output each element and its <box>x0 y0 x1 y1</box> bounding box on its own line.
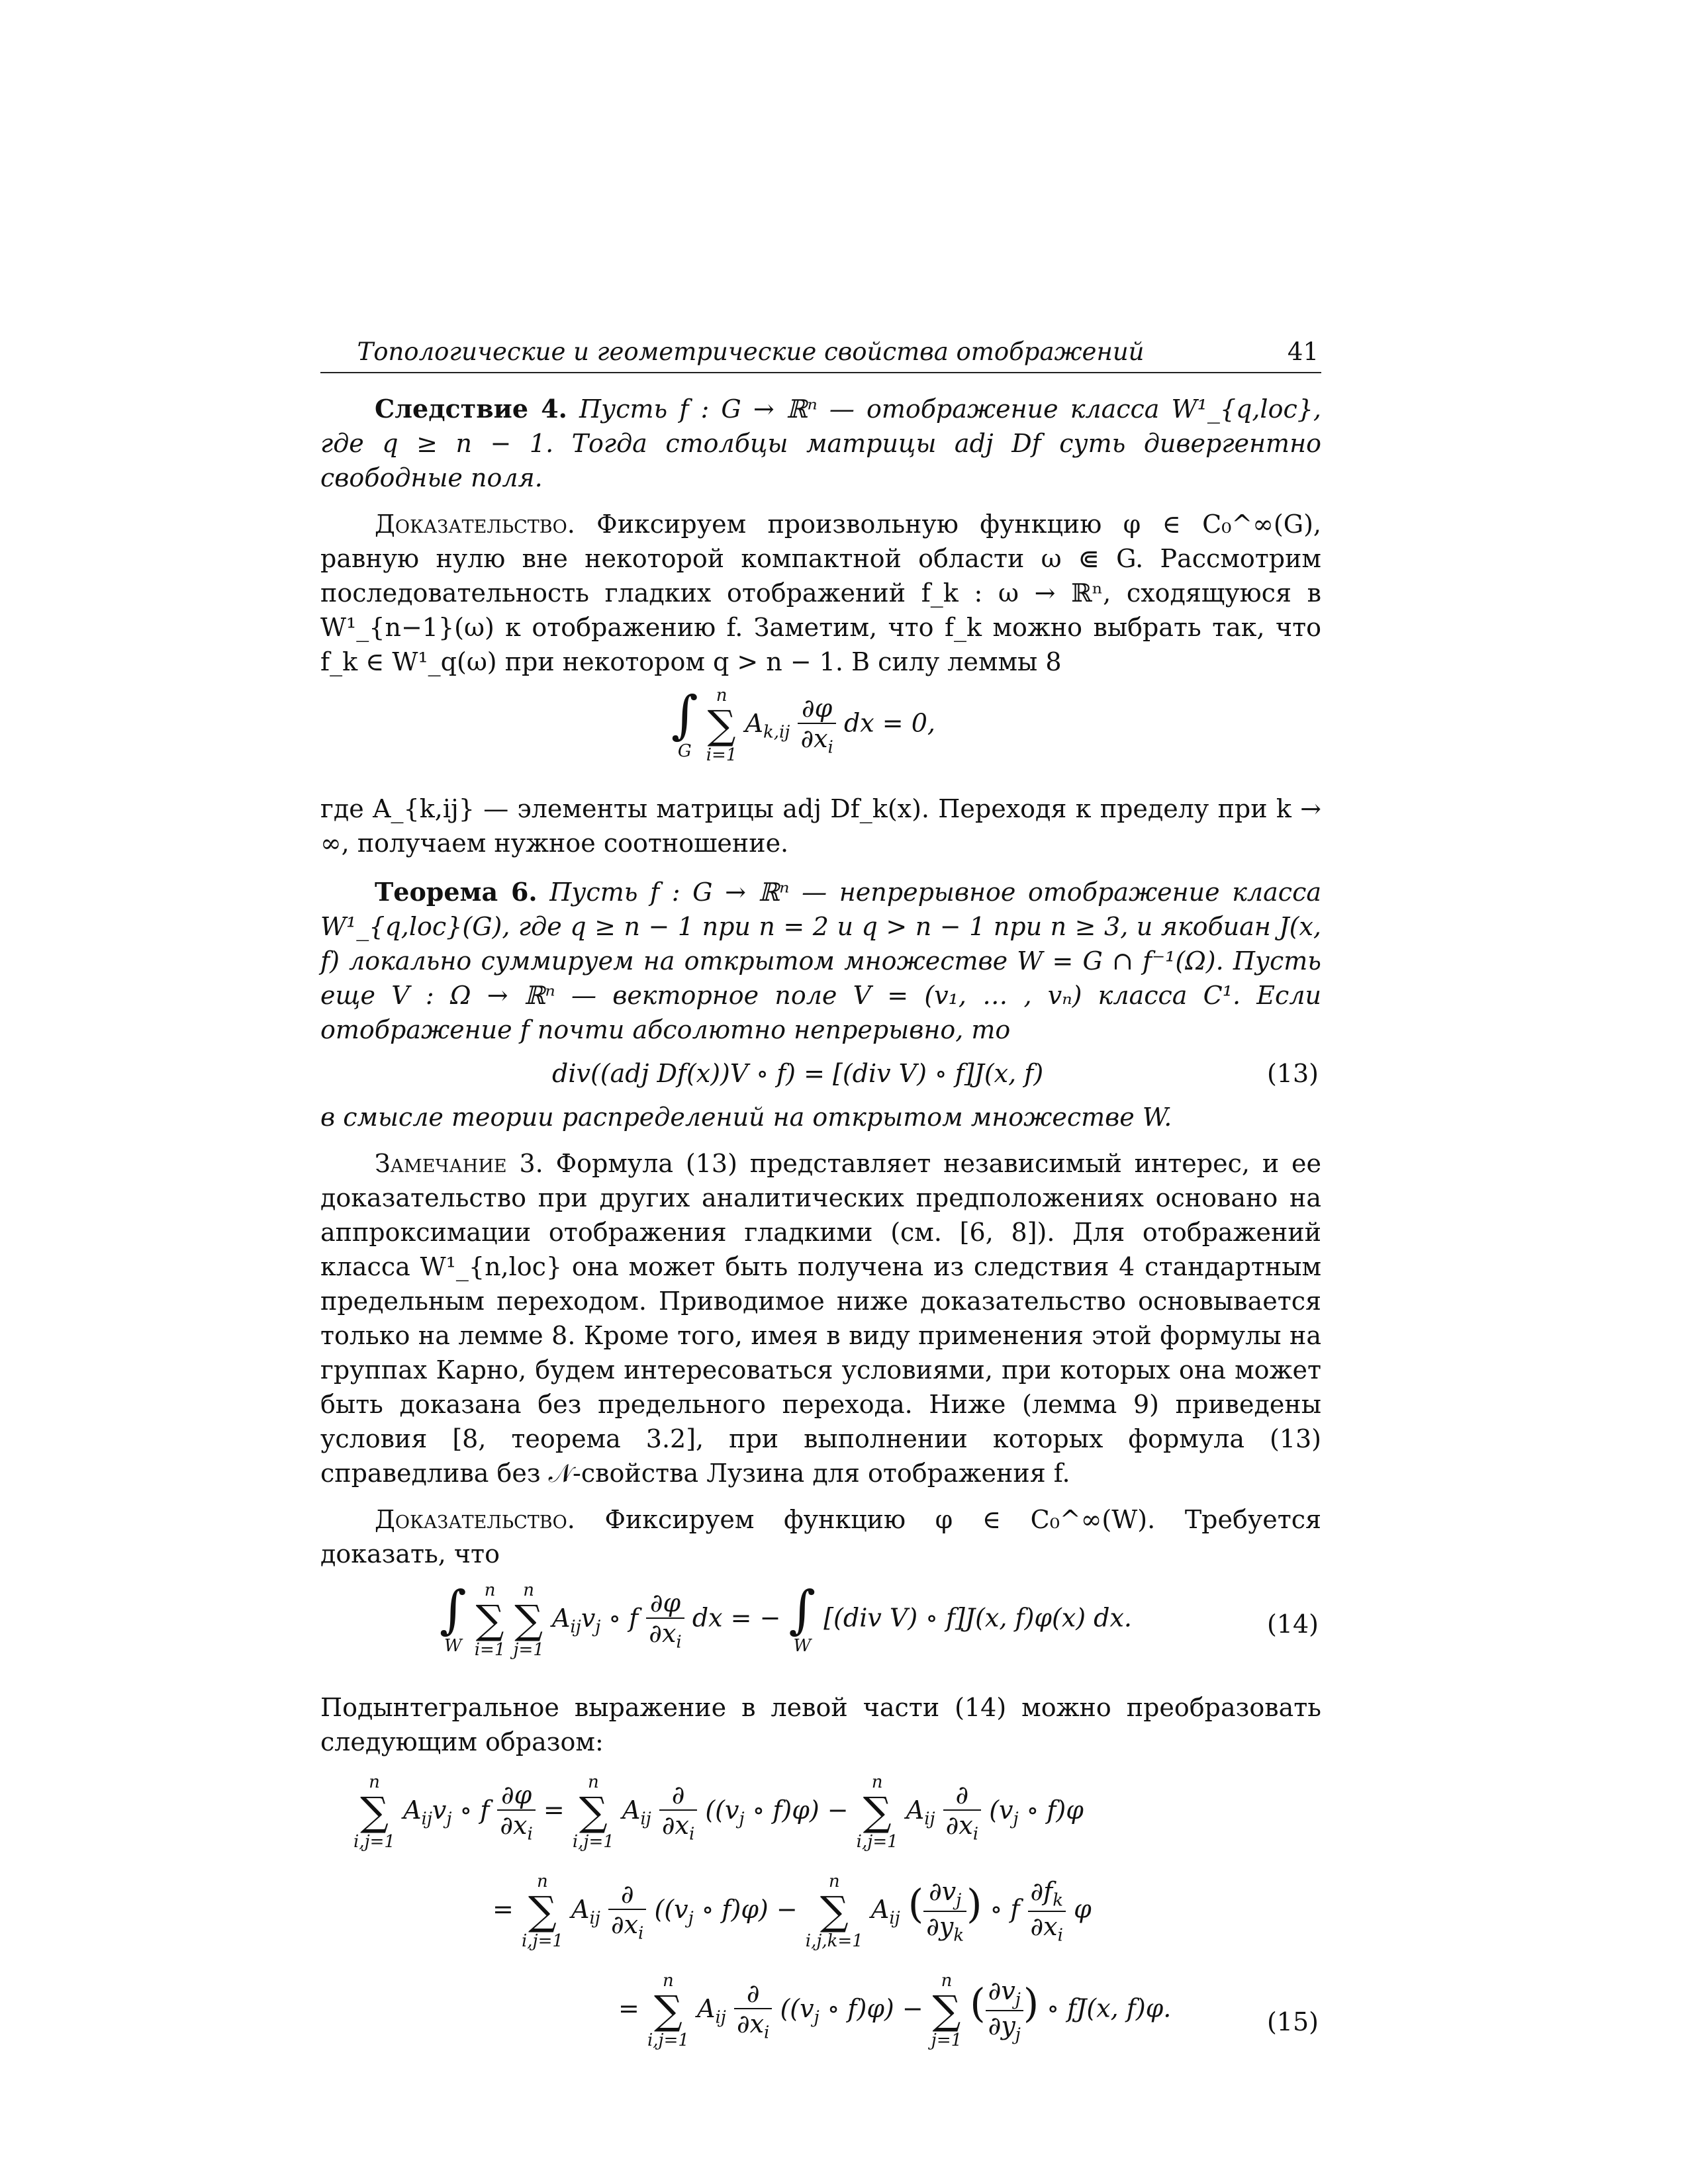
theorem-6 <box>320 875 1321 1047</box>
formula-13-number: (13) <box>1266 1059 1319 1088</box>
formula-15-line-2: = n ∑ i,j=1 $A_{ij}$ $\frac{\partial}{\partial x_i}$ (($v_j$ ∘ f)φ) − n ∑ i,j,k=1 $A_{ij}$ ( $\frac{\partial v_j}{\partial y_k}$ ) ∘ f $\frac{\partial f_k}{\partial x_i}$ φ <box>492 1872 1092 1951</box>
proof-1 <box>320 507 1321 679</box>
theorem-after: в смысле теории распределений на открытом множестве W. <box>320 1103 1172 1132</box>
running-header <box>320 331 1321 373</box>
remark-label: Замечание 3. <box>375 1149 543 1178</box>
page-number: 41 <box>1287 338 1319 366</box>
proof-2-label: Доказательство. <box>375 1505 575 1534</box>
formula-14: ∫ W n ∑ i=1 n ∑ j=1 $A_{ij}v_j$ ∘ f $\frac{\partial\varphi}{\partial x_i}$ dx = − ∫ W [(div V) ∘ f]J(x, f)φ(x) dx. (14) <box>440 1580 1319 1660</box>
proof-1-text: Фиксируем произвольную функцию φ ∈ C₀^∞(G), равную нулю вне некоторой компактной области ω ⋐ G. Рассмотрим последовательность гладких отображений f_k : ω → ℝⁿ, сходящуюся в W¹_{n−1}(ω) к отображению f. Заметим, что f_k можно выбрать так, что f_k ∈ W¹_q(ω) при некотором q > n − 1. В силу леммы 8 <box>320 510 1321 676</box>
corollary-text: Пусть f : G → ℝⁿ — отображение класса W¹_{q,loc}, где q ≥ n − 1. Тогда столбцы матрицы adj Df суть дивергентно свободные поля. <box>320 394 1321 492</box>
proof-1-label: Доказательство. <box>375 510 575 539</box>
formula-15-line-1: n ∑ i,j=1 $A_{ij}v_j$ ∘ f $\frac{\partial\varphi}{\partial x_i}$ = n ∑ i,j=1 $A_{ij}$ $\frac{\partial}{\partial x_i}$ (($v_j$ ∘ f)φ) − n ∑ i,j=1 $A_{ij}$ $\frac{\partial}{\partial x_i}$ ($v_j$ ∘ f)φ <box>353 1772 1084 1852</box>
page <box>320 331 1321 2077</box>
formula-15-line-3: = n ∑ i,j=1 $A_{ij}$ $\frac{\partial}{\partial x_i}$ (($v_j$ ∘ f)φ) − n ∑ j=1 ( $\frac{\partial v_j}{\partial y_j}$ ) ∘ fJ(x, f)φ. <box>618 1971 1172 2050</box>
theorem-label: Теорема 6. <box>375 877 538 907</box>
corollary-label: Следствие 4. <box>375 394 567 424</box>
formula-14-number: (14) <box>1266 1610 1319 1639</box>
proof-2-text: Фиксируем функцию φ ∈ C₀^∞(W). Требуется доказать, что <box>320 1505 1321 1569</box>
remark-3 <box>320 1146 1321 1490</box>
formula-13 <box>320 1047 1321 1100</box>
remark-text: Формула (13) представляет независимый интерес, и ее доказательство при других аналитических предположениях основано на аппроксимации отображения гладкими (см. [6, 8]). Для отображений класса W¹_{n,loc} она может быть получена из следствия 4 стандартным предельным переходом. Приводимое ниже доказательство основывается только на лемме 8. Кроме того, имея в виду применения этой формулы на группах Карно, будем интересоваться условиями, при которых она может быть доказана без предельного перехода. Ниже (лемма 9) приведены условия [8, теорема 3.2], при выполнении которых формула (13) справедлива без 𝒩-свойства Лузина для отображения f. <box>320 1149 1321 1488</box>
proof-2-after: Подынтегральное выражение в левой части (14) можно преобразовать следующим образом: <box>320 1693 1321 1756</box>
proof-1-after: где A_{k,ij} — элементы матрицы adj Df_k(x). Переходя к пределу при k → ∞, получаем нужное соотношение. <box>320 794 1321 858</box>
running-title: Топологические и геометрические свойства отображений <box>357 338 1145 366</box>
proof-1-formula: ∫ G n ∑ i=1 $A_{k,ij}$ $\frac{\partial\varphi}{\partial x_i}$ dx = 0, <box>671 686 935 765</box>
formula-15-number: (15) <box>1266 2007 1319 2036</box>
formula-13-body: div((adj Df(x))V ∘ f) = [(div V) ∘ f]J(x, f) <box>552 1059 1044 1088</box>
formula-15 <box>320 1766 1321 2077</box>
proof-2 <box>320 1502 1321 1571</box>
corollary-4 <box>320 392 1321 495</box>
theorem-text: Пусть f : G → ℝⁿ — непрерывное отображение класса W¹_{q,loc}(G), где q ≥ n − 1 при n = 2 и q > n − 1 при n ≥ 3, и якобиан J(x, f) локально суммируем на открытом множестве W = G ∩ f⁻¹(Ω). Пусть еще V : Ω → ℝⁿ — векторное поле V = (v₁, … , vₙ) класса C¹. Если отображение f почти абсолютно непрерывно, то <box>320 878 1322 1044</box>
